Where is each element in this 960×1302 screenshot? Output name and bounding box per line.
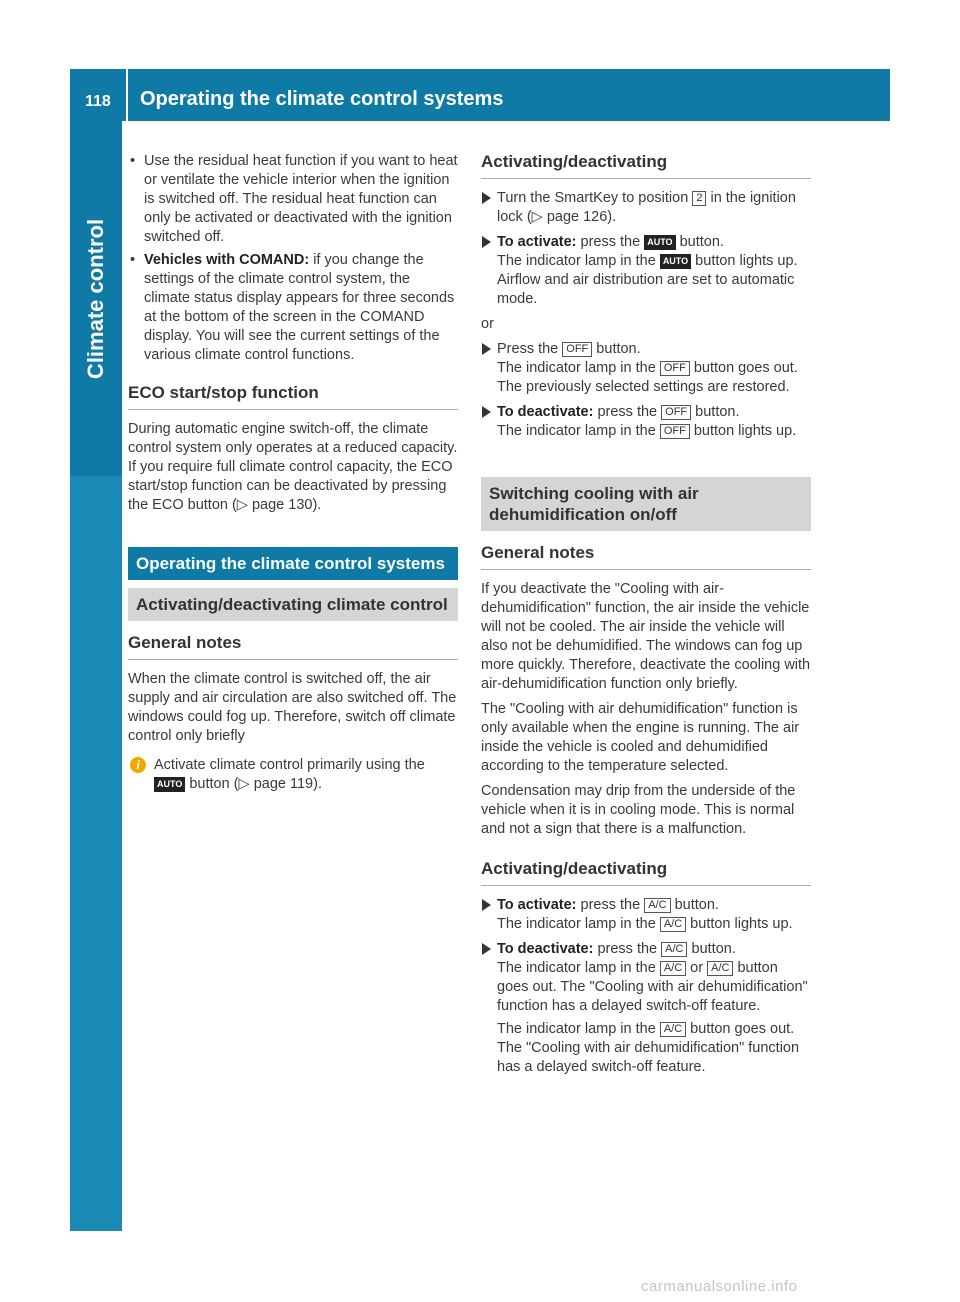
bullet-item: • Vehicles with COMAND: if you change the settings of the climate control system, the climate status display appears for three seconds at the bottom of the screen in the COMAND display. You will see the current settings of the various climate control functions. <box>128 251 458 365</box>
info-icon: i <box>130 757 146 773</box>
key-position-icon: 2 <box>692 191 706 206</box>
ac-button-icon: A/C <box>644 898 670 913</box>
ac-button-icon: A/C <box>661 942 687 957</box>
ac-button-icon: A/C <box>660 1022 686 1037</box>
step-item: Press the OFF button. The indicator lamp in the OFF button goes out. The previously selected settings are restored. <box>481 340 811 397</box>
arrow-icon <box>482 192 491 204</box>
ac-rest-button-icon: A/C <box>707 961 733 976</box>
activating-heading: Activating/deactivating <box>481 152 811 179</box>
off-button-icon: OFF <box>562 342 592 357</box>
eco-text: During automatic engine switch-off, the climate control system only operates at a reduced capacity. If you require full climate control capacity, the ECO start/stop function can be deactivated by pressing the ECO button (▷ page 130). <box>128 421 458 513</box>
arrow-icon <box>482 343 491 355</box>
off-button-icon: OFF <box>661 405 691 420</box>
ac-button-icon: A/C <box>660 961 686 976</box>
arrow-icon <box>482 406 491 418</box>
header-divider <box>126 69 128 121</box>
auto-button-icon: AUTO <box>154 777 185 792</box>
auto-button-icon: AUTO <box>644 235 675 250</box>
off-button-icon: OFF <box>660 361 690 376</box>
footer-watermark: carmanualsonline.info <box>641 1278 798 1295</box>
page-number: 118 <box>85 93 111 110</box>
step-item: To activate: press the A/C button. The indicator lamp in the A/C button lights up. <box>481 896 811 934</box>
general-notes-text: When the climate control is switched off, the air supply and air circulation are also switched off. The windows could fog up. Therefore, switch off climate control only briefly <box>128 671 457 744</box>
cooling-heading: Switching cooling with air dehumidification on/off <box>481 477 811 531</box>
arrow-icon <box>482 899 491 911</box>
right-column <box>481 152 811 1083</box>
arrow-icon <box>482 943 491 955</box>
off-button-icon: OFF <box>660 424 690 439</box>
paragraph: Condensation may drip from the underside of the vehicle when it is in cooling mode. This is normal and not a sign that there is a malfunction. <box>481 783 796 837</box>
activating-heading: Activating/deactivating <box>481 859 811 886</box>
eco-heading: ECO start/stop function <box>128 383 458 410</box>
step-item: To deactivate: press the OFF button. The indicator lamp in the OFF button lights up. <box>481 403 811 441</box>
step-item: To deactivate: press the A/C button. The indicator lamp in the A/C or A/C button goes out. The "Cooling with air dehumidification" function has a delayed switch-off feature. The indicator lamp in the A/C button goes out. The "Cooling with air dehumidification" function has a delayed switch-off feature. <box>481 940 811 1077</box>
side-tab-lower <box>70 476 122 1231</box>
step-item: To activate: press the AUTO button. The indicator lamp in the AUTO button lights up. Airflow and air distribution are set to automatic mode. <box>481 233 811 309</box>
paragraph: If you deactivate the "Cooling with air-dehumidification" function, the air inside the vehicle will not be cooled. The air inside the vehicle will also not be dehumidified. The windows can fog up more quickly. Therefore, deactivate the cooling with air-dehumidification function only briefly. <box>481 581 811 692</box>
bullet-item: • Use the residual heat function if you want to heat or ventilate the vehicle interior when the ignition is switched off. The residual heat function can only be activated or deactivated with the ignition switched off. <box>128 152 458 247</box>
side-tab-label: Climate control <box>83 218 108 379</box>
arrow-icon <box>482 236 491 248</box>
info-note: i Activate climate control primarily using the AUTO button (▷ page 119). <box>128 756 458 794</box>
page-title: Operating the climate control systems <box>140 88 504 110</box>
section-heading: Operating the climate control systems <box>128 547 458 580</box>
general-notes-heading: General notes <box>481 543 811 570</box>
auto-button-icon: AUTO <box>660 254 691 269</box>
general-notes-heading: General notes <box>128 633 458 660</box>
ac-button-icon: A/C <box>660 917 686 932</box>
subsection-heading: Activating/deactivating climate control <box>128 588 458 621</box>
page-header <box>70 69 890 121</box>
step-item: Turn the SmartKey to position 2 in the ignition lock (▷ page 126). <box>481 189 811 227</box>
or-text: or <box>481 316 494 332</box>
paragraph: The "Cooling with air dehumidification" function is only available when the engine is running. The air inside the vehicle is cooled and dehumidified according to the temperature selected. <box>481 701 800 774</box>
left-column <box>128 152 458 794</box>
